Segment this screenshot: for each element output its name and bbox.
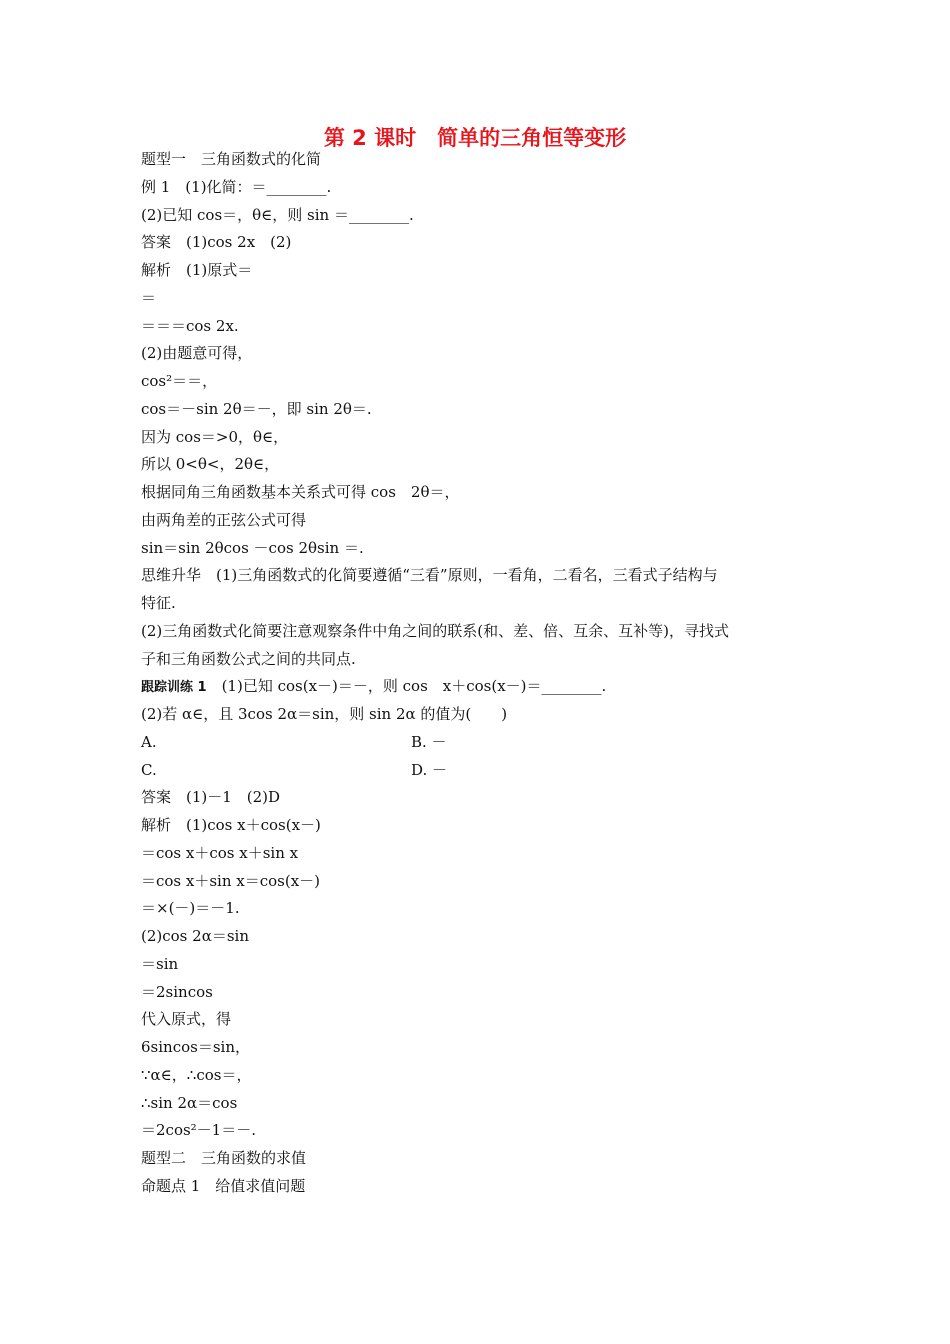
text-line: ＝cos x＋sin x＝cos(x－) (141, 871, 321, 890)
text-line: ＝cos x＋cos x＋sin x (141, 843, 299, 862)
text-line: (2)三角函数式化简要注意观察条件中角之间的联系(和、差、倍、互余、互补等)，寻找式 (141, 621, 729, 640)
text-line: 由两角差的正弦公式可得 (141, 510, 307, 529)
text-line: ＝2cos²－1＝－. (141, 1121, 256, 1140)
text-line: 根据同角三角函数基本关系式可得 cos 2θ＝， (141, 483, 460, 501)
text-line: 代入原式，得 (141, 1010, 232, 1029)
text-line: 所以 0<θ<，2θ∈， (141, 455, 280, 474)
text-line: 答案 (1)cos 2x (2) (141, 233, 292, 252)
text-line: sin＝sin 2θcos －cos 2θsin ＝. (141, 538, 364, 557)
text-line: ∴sin 2α＝cos (141, 1093, 238, 1112)
option-c: C. (141, 760, 157, 779)
text-line: 答案 (1)－1 (2)D (141, 788, 281, 807)
text-line: 6sincos＝sin， (141, 1038, 250, 1056)
text-line: ∵α∈，∴cos＝， (141, 1065, 252, 1084)
text-line: (2)已知 cos＝，θ∈，则 sin ＝________. (141, 205, 414, 224)
text-line: ＝＝＝cos 2x. (141, 316, 239, 335)
text-line: cos＝－sin 2θ＝－，即 sin 2θ＝. (141, 399, 372, 418)
practice-label: 跟踪训练 1 (141, 680, 207, 696)
practice-q1-text: (1)已知 cos(x－)＝－，则 cos x＋cos(x－)＝________. (206, 677, 607, 696)
text-line: ＝ (141, 288, 157, 307)
text-line: 题型一 三角函数式的化简 (141, 150, 322, 168)
option-a: A. (141, 732, 157, 751)
text-line: (2)由题意可得， (141, 344, 253, 363)
text-line: 例 1 (1)化简：＝________. (141, 177, 332, 196)
text-line: 特征. (141, 594, 176, 612)
text-line: 解析 (1)cos x＋cos(x－) (141, 816, 321, 834)
text-line: ＝sin (141, 954, 179, 973)
text-line: 因为 cos＝>0，θ∈， (141, 427, 289, 446)
practice-question-2: (2)若 α∈，且 3cos 2α＝sin，则 sin 2α 的值为( ) (141, 705, 508, 723)
page-title: 第 2 课时 简单的三角恒等变形 (323, 126, 627, 150)
text-line: cos²＝＝， (141, 372, 218, 390)
options-row (141, 729, 813, 757)
text-line: ＝×(－)＝－1. (141, 899, 240, 918)
practice-question-1 (141, 673, 813, 701)
text-line: 思维升华 (1)三角函数式的化简要遵循“三看”原则，一看角，二看名，三看式子结构与 (141, 566, 718, 585)
text-line: 题型二 三角函数的求值 (141, 1149, 307, 1167)
text-line: 命题点 1 给值求值问题 (141, 1176, 306, 1195)
option-b: B. － (411, 732, 447, 751)
text-line: ＝2sincos (141, 982, 213, 1001)
text-line: 解析 (1)原式＝ (141, 261, 253, 279)
text-line: (2)cos 2α＝sin (141, 927, 249, 945)
document-body (141, 146, 813, 1201)
text-line: 子和三角函数公式之间的共同点. (141, 649, 356, 668)
option-d: D. － (411, 760, 448, 779)
options-row (141, 757, 813, 785)
